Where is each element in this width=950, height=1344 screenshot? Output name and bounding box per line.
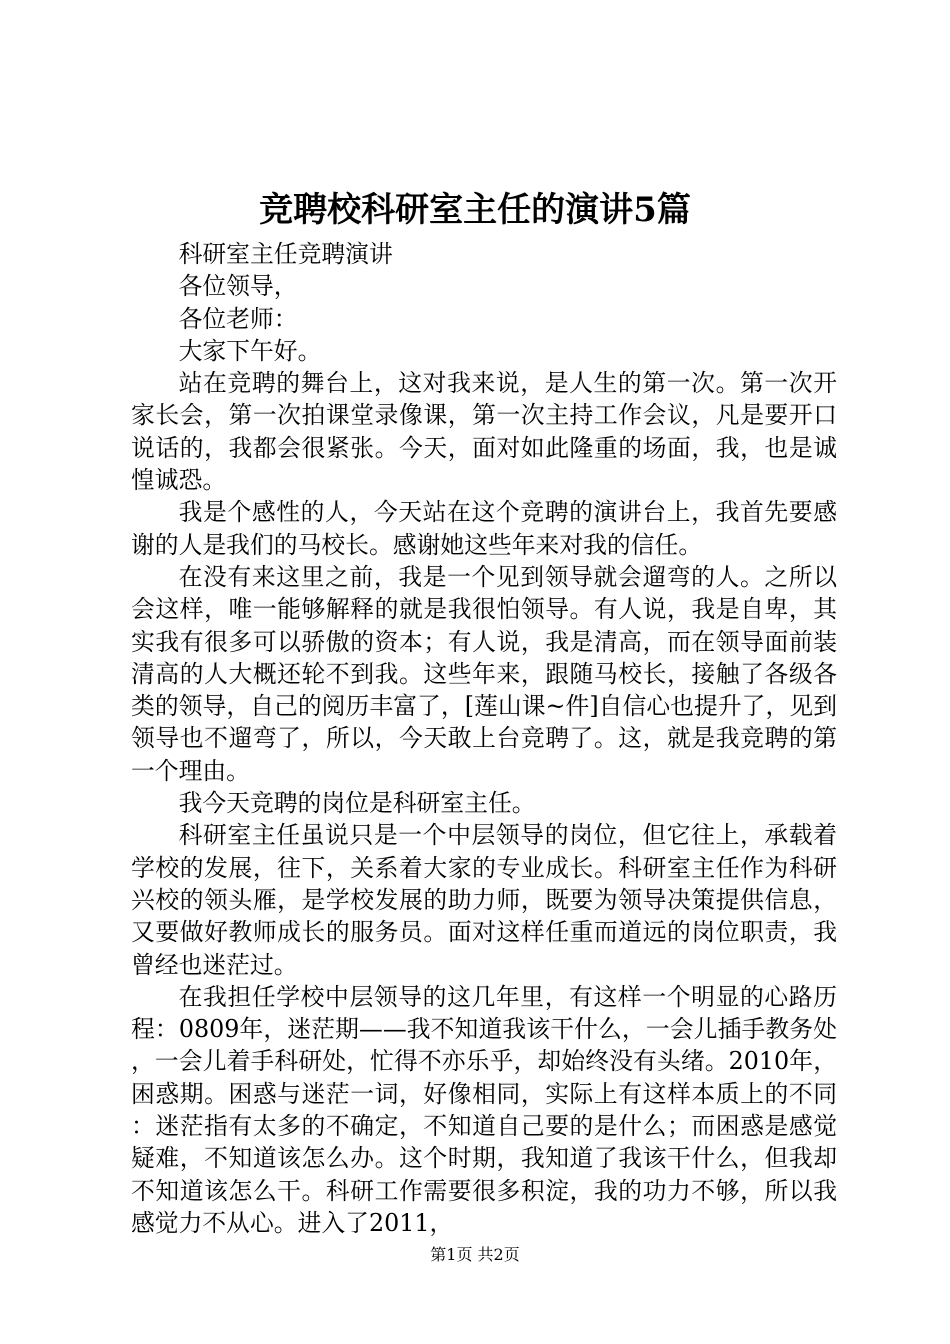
paragraph: 我今天竞聘的岗位是科研室主任。: [178, 789, 536, 818]
paragraph: 在我担任学校中层领导的这几年里，有这样一个明显的心路历程：0809年，迷茫期——我不知道我该干什么，一会儿插手教务处，一会儿着手科研处，忙得不亦乐乎，却始终没有头绪。2010年，困惑期。困惑与迷茫一词，好像相同，实际上有这样本质上的不同：迷茫指有太多的不确定，不知道自己要的是什么；而困惑是感觉疑难，不知道该怎么办。这个时期，我知道了我该干什么，但我却不知道该怎么干。科研工作需要很多积淀，我的功力不够，所以我感觉力不从心。进入了2011，: [131, 982, 837, 1237]
paragraph: 我是个感性的人，今天站在这个竞聘的演讲台上，我首先要感谢的人是我们的马校长。感谢她这些年来对我的信任。: [131, 498, 837, 559]
paragraph: 各位老师：: [178, 304, 298, 333]
page-footer: 第1页 共2页: [430, 1245, 520, 1264]
paragraph: 大家下午好。: [178, 336, 322, 365]
paragraph: 在没有来这里之前，我是一个见到领导就会遛弯的人。之所以会这样，唯一能够解释的就是我很怕领导。有人说，我是自卑，其实我有很多可以骄傲的资本；有人说，我是清高，而在领导面前装清高的人大概还轮不到我。这些年来，跟随马校长，接触了各级各类的领导，自己的阅历丰富了，[莲山课~件]自信心也提升了，见到领导也不遛弯了，所以，今天敢上台竞聘了。这，就是我竞聘的第一个理由。: [131, 562, 837, 785]
document-title: 竞聘校科研室主任的演讲5篇: [259, 190, 691, 230]
paragraph: 各位领导，: [178, 272, 298, 301]
document-body: [131, 238, 837, 1239]
paragraph: 科研室主任竞聘演讲: [178, 240, 393, 268]
paragraph: 站在竞聘的舞台上，这对我来说，是人生的第一次。第一次开家长会，第一次拍课堂录像课，第一次主持工作会议，凡是要开口说话的，我都会很紧张。今天，面对如此隆重的场面，我，也是诚惶诚恐。: [131, 369, 837, 495]
paragraph: 科研室主任虽说只是一个中层领导的岗位，但它往上，承载着学校的发展，往下，关系着大家的专业成长。科研室主任作为科研兴校的领头雁，是学校发展的助力师，既要为领导决策提供信息，又要做好教师成长的服务员。面对这样任重而道远的岗位职责，我曾经也迷茫过。: [131, 821, 837, 979]
